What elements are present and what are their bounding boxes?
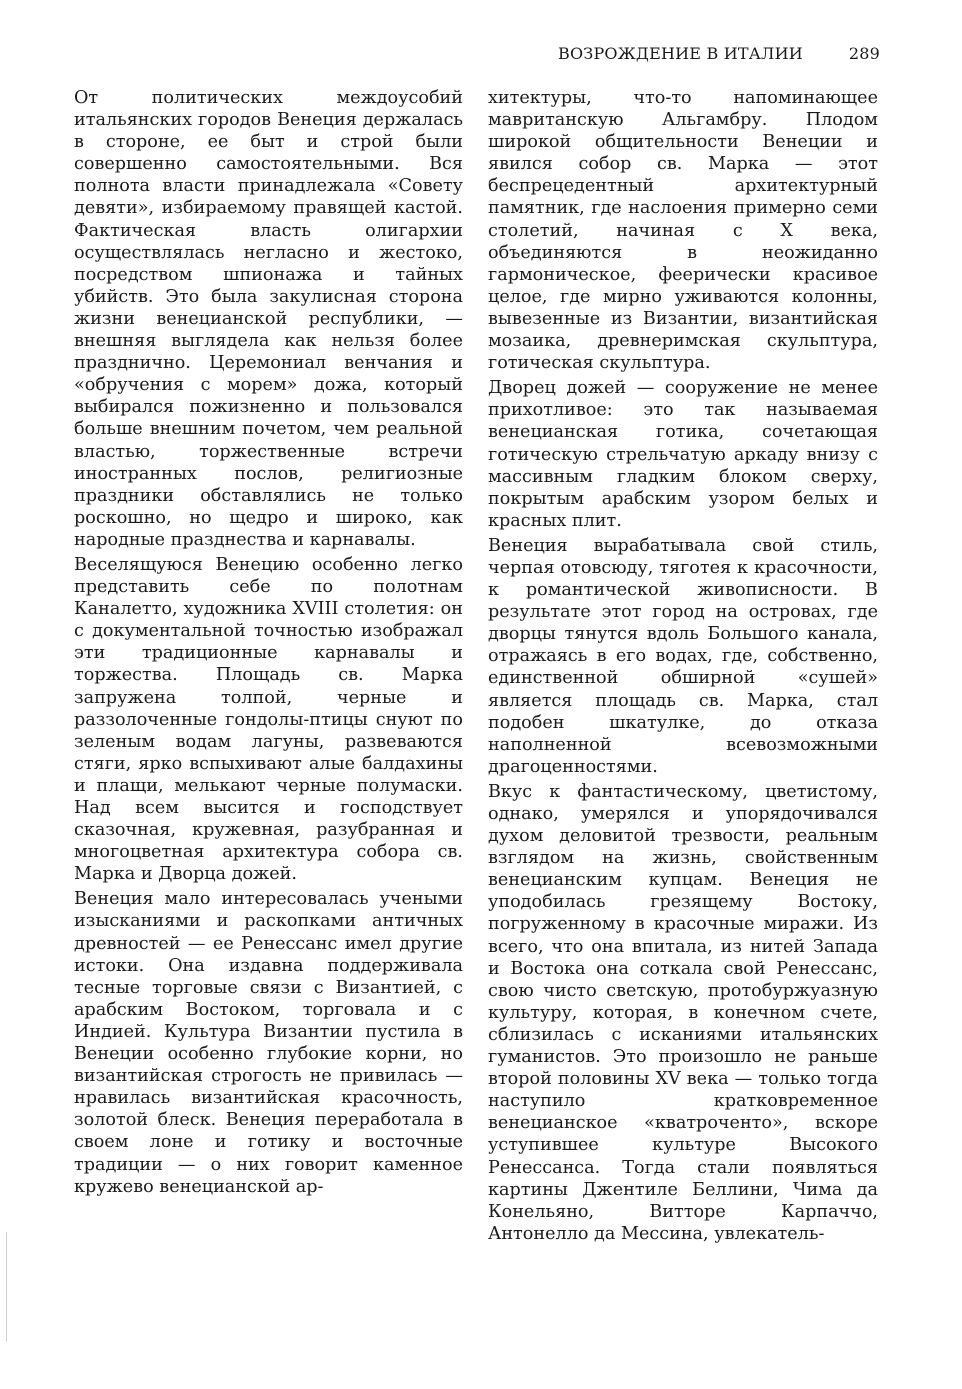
scan-margin-mark: [6, 1232, 7, 1342]
paragraph: Вкус к фантастическому, цветистому, однако, умерялся и упорядочивался духом деловитой трезвости, реальным взглядом на жизнь, свойственным венецианским купцам. Венеция не уподобилась грезящему Востоку, погруженному в красочные миражи. Из всего, что она впитала, из нитей Запада и Востока она соткала свой Ренессанс, свою чисто светскую, протобуржуазную культуру, которая, в конечном счете, сблизилась с исканиями итальянских гуманистов. Это произошло не раньше второй половины XV века — только тогда наступило кратковременное венецианское «кватроченто», вскоре уступившее культуре Высокого Ренессанса. Тогда стали появляться картины Джентиле Беллини, Чима да Конельяно, Витторе Карпаччо, Антонелло да Мессина, увлекатель-: [488, 781, 878, 1244]
running-title: ВОЗРОЖДЕНИЕ В ИТАЛИИ: [558, 44, 803, 63]
paragraph: От политических междоусобий итальянских городов Венеция держалась в стороне, ее быт и строй были совершенно самостоятельными. Вся полнота власти принадлежала «Совету девяти», избираемому правящей кастой. Фактическая власть олигархии осуществлялась негласно и жестоко, посредством шпионажа и тайных убийств. Это была закулисная сторона жизни венецианской республики, — внешняя выглядела как нельзя более празднично. Церемониал венчания и «обручения с морем» дожа, который выбирался пожизненно и пользовался больше внешним почетом, чем реальной властью, торжественные встречи иностранных послов, религиозные праздники обставлялись не только роскошно, но щедро и широко, как народные празднества и карнавалы.: [74, 88, 463, 550]
paragraph: Венеция мало интересовалась учеными изысканиями и раскопками античных древностей — ее Ренессанс имел другие истоки. Она издавна поддерживала тесные торговые связи с Византией, с арабским Востоком, торговала и с Индией. Культура Византии пустила в Венеции особенно глубокие корни, но византийская строгость не привилась — нравилась византийская красочность, золотой блеск. Венеция переработала в своем лоне и готику и восточные традиции — о них говорит каменное кружево венецианской ар-: [74, 889, 463, 1197]
page-number: 289: [848, 44, 880, 63]
right-column: [488, 87, 878, 1248]
paragraph: Дворец дожей — сооружение не менее прихотливое: это так называемая венецианская готика, сочетающая готическую стрельчатую аркаду внизу с массивным гладким блоком сверху, покрытым арабским узором белых и красных плит.: [488, 378, 878, 531]
paragraph: Веселящуюся Венецию особенно легко представить себе по полотнам Каналетто, художника XVIII столетия: он с документальной точностью изображал эти традиционные карнавалы и торжества. Площадь св. Марка запружена толпой, черные и раззолоченные гондолы-птицы снуют по зеленым водам лагуны, развеваются стяги, ярко вспыхивают алые балдахины и плащи, мелькают черные полумаски. Над всем высится и господствует сказочная, кружевная, разубранная и многоцветная архитектура собора св. Марка и Дворца дожей.: [74, 554, 463, 885]
paragraph: хитектуры, что-то напоминающее мавританскую Альгамбру. Плодом широкой общительности Венеции и явился собор св. Марка — этот беспрецедентный архитектурный памятник, где наслоения примерно семи столетий, начиная с X века, объединяются в неожиданно гармоническое, феерически красивое целое, где мирно уживаются колонны, вывезенные из Византии, византийская мозаика, древнеримская скульптура, готическая скульптура.: [488, 88, 878, 374]
running-header: [558, 44, 880, 66]
left-column: [74, 87, 463, 1201]
paragraph: Венеция вырабатывала свой стиль, черпая отовсюду, тяготея к красочности, к романтической живописности. В результате этот город на островах, где дворцы тянутся вдоль Большого канала, отражаясь в его водах, где, собственно, единственной обширной «сушей» является площадь св. Марка, стал подобен шкатулке, до отказа наполненной всевозможными драгоценностями.: [488, 535, 878, 777]
